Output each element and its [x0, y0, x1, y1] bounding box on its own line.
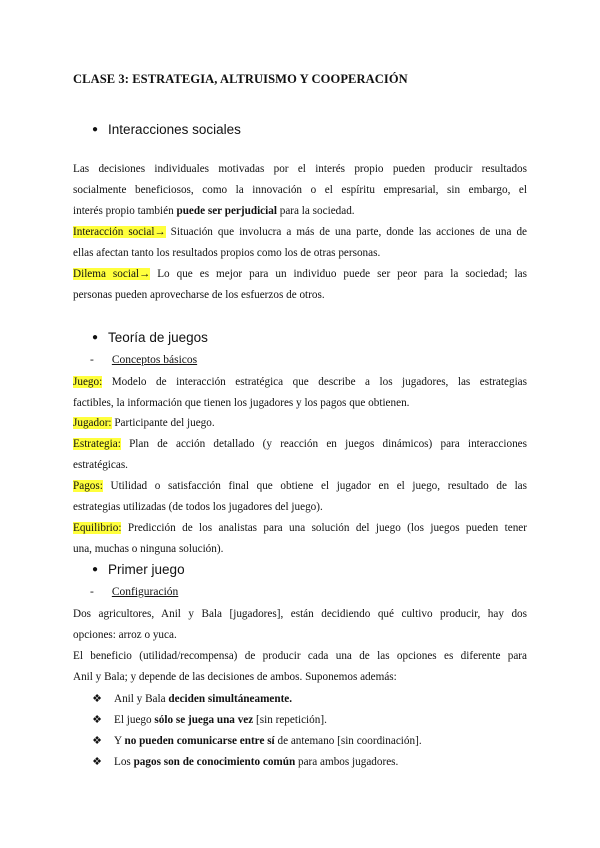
paragraph-line: socialmente beneficiosos, como la innovación o el espíritu empresarial, sin embargo, el: [73, 184, 527, 196]
paragraph-intro: [73, 159, 527, 222]
paragraph-config-1: [73, 604, 527, 646]
text-run: para la sociedad.: [276, 205, 355, 217]
text-run: El juego: [114, 713, 155, 726]
diamond-bullet-icon: ❖: [92, 756, 102, 768]
paragraph-line: una, muchas o ninguna solución).: [73, 543, 224, 555]
bullet-icon: ●: [92, 124, 99, 135]
paragraph-line: ellas afectan tanto los resultados propios como los de otras personas.: [73, 247, 381, 259]
definition-estrategia: [73, 434, 527, 476]
subsection-configuracion: [90, 586, 178, 598]
paragraph-line: estrategias utilizadas (de todos los jugadores del juego).: [73, 501, 323, 513]
text-run: Situación que involucra a más de una parte, donde las acciones de una de: [165, 226, 527, 238]
list-item-text: [114, 693, 292, 705]
paragraph-line: Dos agricultores, Anil y Bala [jugadores], están decidiendo qué cultivo producir, hay dos: [73, 608, 527, 620]
text-run: [sin repetición].: [253, 713, 327, 726]
paragraph-line: [73, 434, 527, 455]
paragraph-line: [73, 264, 527, 285]
paragraph-line: [73, 222, 527, 243]
list-item: [90, 688, 520, 709]
text-run: Participante del juego.: [111, 417, 215, 429]
text-run: Y: [114, 734, 125, 747]
subsection-heading: Configuración: [111, 586, 179, 598]
text-run: Predicción de los analistas para una solución del juego (los juegos pueden tener: [121, 522, 527, 534]
definition-equilibrio: [73, 518, 527, 560]
list-item-text: [114, 735, 422, 747]
subsection-conceptos: [90, 354, 197, 366]
highlighted-term: Pagos:: [73, 480, 103, 492]
text-run: de antemano [sin coordinación].: [274, 734, 422, 747]
list-item: [90, 730, 520, 751]
subsection-heading: Conceptos básicos: [111, 354, 198, 366]
paragraph-line: [73, 518, 527, 539]
dash-icon: -: [90, 586, 94, 598]
highlighted-term: Dilema social→: [73, 268, 151, 280]
paragraph-line: [73, 476, 527, 497]
paragraph-line: Las decisiones individuales motivadas por el interés propio pueden producir resultados: [73, 163, 527, 175]
bullet-icon: ●: [92, 332, 99, 343]
list-item: [90, 751, 520, 772]
paragraph-line: factibles, la información que tienen los jugadores y los pagos que obtienen.: [73, 397, 410, 409]
highlighted-term: Interacción social→: [73, 226, 166, 238]
diamond-bullet-icon: ❖: [92, 693, 102, 705]
section-teoria: [92, 330, 208, 345]
paragraph-line: [73, 201, 527, 222]
definition-jugador: [73, 413, 527, 434]
text-run: Lo que es mejor para un individuo puede ser peor para la sociedad; las: [150, 268, 527, 280]
assumptions-list: [90, 688, 520, 772]
diamond-bullet-icon: ❖: [92, 714, 102, 726]
section-interacciones: [92, 122, 241, 137]
text-run: Los: [114, 755, 134, 768]
paragraph-line: [73, 372, 527, 393]
text-run: Anil y Bala: [114, 692, 169, 705]
paragraph-line: personas pueden aprovecharse de los esfuerzos de otros.: [73, 289, 325, 301]
definition-pagos: [73, 476, 527, 518]
paragraph-line: opciones: arroz o yuca.: [73, 629, 177, 641]
bullet-icon: ●: [92, 564, 99, 575]
bold-text: pagos son de conocimiento común: [133, 755, 296, 768]
text-run: Modelo de interacción estratégica que describe a los jugadores, las estrategias: [102, 376, 527, 388]
paragraph-line: El beneficio (utilidad/recompensa) de producir cada una de las opciones es diferente para: [73, 650, 527, 662]
text-run: interés propio también: [73, 205, 177, 217]
page-title: CLASE 3: ESTRATEGIA, ALTRUISMO Y COOPERACIÓN: [73, 72, 408, 86]
section-heading: Interacciones sociales: [108, 122, 241, 137]
section-primer-juego: [92, 562, 185, 577]
text-run: Plan de acción detallado (y reacción en juegos dinámicos) para interacciones: [120, 438, 527, 450]
section-heading: Teoría de juegos: [108, 330, 208, 345]
list-item-text: [114, 714, 327, 726]
highlighted-term: Jugador:: [73, 417, 112, 429]
definition-juego: [73, 372, 527, 414]
bold-text: sólo se juega una vez: [154, 713, 254, 726]
bold-text: puede ser perjudicial: [176, 205, 277, 217]
dash-icon: -: [90, 354, 94, 366]
paragraph-line: [73, 413, 527, 434]
list-item-text: [114, 756, 398, 768]
definition-interaccion: [73, 222, 527, 264]
bold-text: no pueden comunicarse entre sí: [124, 734, 275, 747]
bold-text: deciden simultáneamente.: [168, 692, 293, 705]
diamond-bullet-icon: ❖: [92, 735, 102, 747]
section-heading: Primer juego: [108, 562, 185, 577]
highlighted-term: Estrategia:: [73, 438, 121, 450]
paragraph-line: estratégicas.: [73, 459, 128, 471]
definition-dilema: [73, 264, 527, 306]
highlighted-term: Equilibrio:: [73, 522, 122, 534]
paragraph-line: Anil y Bala; y depende de las decisiones de ambos. Suponemos además:: [73, 671, 397, 683]
highlighted-term: Juego:: [73, 376, 103, 388]
text-run: Utilidad o satisfacción final que obtiene el jugador en el juego, resultado de las: [102, 480, 527, 492]
paragraph-config-2: [73, 646, 527, 688]
list-item: [90, 709, 520, 730]
text-run: para ambos jugadores.: [295, 755, 399, 768]
